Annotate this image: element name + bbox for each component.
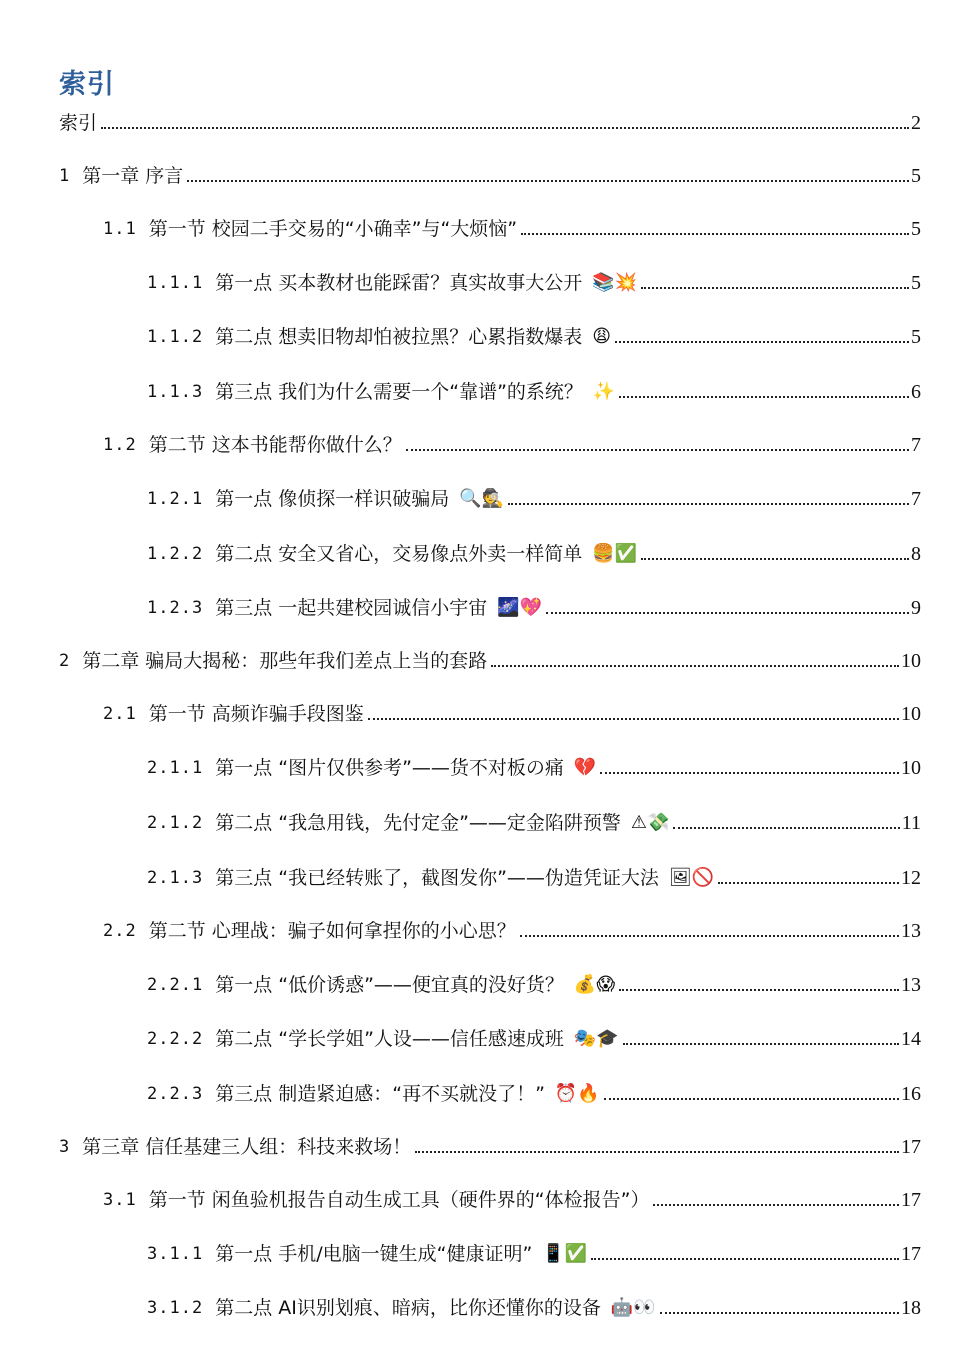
entry-number: 1.1.2 bbox=[147, 327, 204, 347]
toc-entry-1-2-2[interactable] bbox=[147, 537, 921, 567]
moneybag-scream-icon: 💰😱 bbox=[573, 974, 616, 995]
entry-title: 第一节 闲鱼验机报告自动生成工具（硬件界的“体检报告”） bbox=[148, 1189, 650, 1211]
dot-leader bbox=[600, 772, 899, 774]
entry-title: 第三章 信任基建三人组：科技来救场！ bbox=[82, 1136, 412, 1158]
toc-entry-2-1[interactable] bbox=[103, 697, 921, 727]
books-explosion-icon: 📚💥 bbox=[592, 272, 638, 293]
dot-leader bbox=[718, 882, 899, 884]
entry-number: 2.2.2 bbox=[147, 1029, 204, 1049]
dot-leader bbox=[187, 180, 909, 182]
page-number: 12 bbox=[901, 867, 921, 889]
index-title: 索引 bbox=[59, 69, 115, 100]
entry-title: 第二点 “我急用钱，先付定金”——定金陷阱预警 bbox=[215, 812, 621, 834]
dot-leader bbox=[615, 341, 909, 343]
page-number: 6 bbox=[911, 381, 921, 403]
dot-leader bbox=[101, 127, 909, 129]
broken-heart-icon: 💔 bbox=[573, 757, 597, 778]
page-number: 7 bbox=[911, 488, 921, 510]
dot-leader bbox=[623, 1043, 899, 1045]
toc-entry-2-1-2[interactable] bbox=[147, 806, 921, 836]
entry-number: 1.2 bbox=[103, 435, 137, 455]
toc-entry-2-1-3[interactable] bbox=[147, 861, 921, 891]
masks-graduation-cap-icon: 🎭🎓 bbox=[573, 1028, 619, 1049]
toc-entry-1-1-3[interactable] bbox=[147, 375, 921, 405]
page-number: 7 bbox=[911, 434, 921, 456]
toc-entry-1-1[interactable] bbox=[103, 212, 921, 242]
magnifier-detective-icon: 🔍🕵 bbox=[459, 488, 505, 509]
entry-title: 第二点 “学长学姐”人设——信任感速成班 bbox=[215, 1028, 564, 1050]
entry-number: 1.2.2 bbox=[147, 544, 204, 564]
entry-number: 2.1.1 bbox=[147, 758, 204, 778]
page-number: 8 bbox=[911, 543, 921, 565]
entry-number: 2 bbox=[59, 651, 71, 671]
page-number: 10 bbox=[901, 650, 921, 672]
picture-prohibited-icon: 🖼🚫 bbox=[668, 867, 715, 888]
dot-leader bbox=[641, 287, 909, 289]
dot-leader bbox=[604, 1098, 899, 1100]
dot-leader bbox=[368, 718, 899, 720]
page-number: 14 bbox=[901, 1028, 921, 1050]
dot-leader bbox=[521, 233, 909, 235]
toc-entry-1-2-1[interactable] bbox=[147, 482, 921, 512]
page-number: 2 bbox=[911, 112, 921, 134]
toc-entry-index[interactable] bbox=[59, 106, 921, 136]
page-number: 17 bbox=[901, 1189, 921, 1211]
entry-title: 第二章 骗局大揭秘：那些年我们差点上当的套路 bbox=[82, 650, 488, 672]
entry-number: 1.1.3 bbox=[147, 382, 204, 402]
weary-face-icon: 😩 bbox=[592, 326, 611, 347]
entry-title: 第二点 安全又省心，交易像点外卖一样简单 bbox=[215, 543, 583, 565]
page-number: 17 bbox=[901, 1136, 921, 1158]
toc-entry-1-2[interactable] bbox=[103, 428, 921, 458]
entry-number: 3.1 bbox=[103, 1190, 137, 1210]
page-number: 10 bbox=[901, 703, 921, 725]
dot-leader bbox=[619, 396, 909, 398]
entry-number: 2.2.1 bbox=[147, 975, 204, 995]
entry-number: 3 bbox=[59, 1137, 71, 1157]
entry-title: 第二点 AI识别划痕、暗病，比你还懂你的设备 bbox=[215, 1297, 601, 1319]
entry-title: 第二节 这本书能帮你做什么？ bbox=[148, 434, 402, 456]
entry-title: 第三点 制造紧迫感：“再不买就没了！” bbox=[215, 1083, 545, 1105]
page-number: 18 bbox=[901, 1297, 921, 1319]
toc-entry-3-1[interactable] bbox=[103, 1183, 921, 1213]
entry-title: 第二节 心理战：骗子如何拿捏你的小心思？ bbox=[148, 920, 516, 942]
page-number: 5 bbox=[911, 326, 921, 348]
page-number: 13 bbox=[901, 974, 921, 996]
entry-number: 3.1.1 bbox=[147, 1244, 204, 1264]
dot-leader bbox=[491, 665, 899, 667]
warning-money-icon: ⚠💸 bbox=[630, 812, 670, 833]
page-number: 10 bbox=[901, 757, 921, 779]
page-number: 11 bbox=[901, 812, 921, 834]
page-number: 9 bbox=[911, 597, 921, 619]
dot-leader bbox=[415, 1151, 899, 1153]
toc-entry-2-2[interactable] bbox=[103, 914, 921, 944]
entry-number: 1.2.1 bbox=[147, 489, 204, 509]
entry-title: 索引 bbox=[59, 112, 98, 134]
entry-number: 2.1.2 bbox=[147, 813, 204, 833]
page-number: 5 bbox=[911, 218, 921, 240]
toc-entry-1[interactable] bbox=[59, 159, 921, 189]
toc-entry-3-1-2[interactable] bbox=[147, 1291, 921, 1321]
entry-title: 第二点 想卖旧物却怕被拉黑？心累指数爆表 bbox=[215, 326, 583, 348]
sparkles-icon: ✨ bbox=[592, 381, 616, 402]
entry-title: 第一点 手机/电脑一键生成“健康证明” bbox=[215, 1243, 533, 1265]
toc-entry-2-2-1[interactable] bbox=[147, 968, 921, 998]
entry-title: 第一点 像侦探一样识破骗局 bbox=[215, 488, 450, 510]
toc-entry-2[interactable] bbox=[59, 644, 921, 674]
dot-leader bbox=[508, 503, 909, 505]
entry-title: 第一节 高频诈骗手段图鉴 bbox=[148, 703, 364, 725]
dot-leader bbox=[673, 827, 899, 829]
alarm-clock-fire-icon: ⏰🔥 bbox=[554, 1083, 600, 1104]
page-number: 5 bbox=[911, 272, 921, 294]
entry-number: 2.1 bbox=[103, 704, 137, 724]
dot-leader bbox=[619, 989, 899, 991]
dot-leader bbox=[660, 1312, 899, 1314]
entry-title: 第三点 一起共建校园诚信小宇宙 bbox=[215, 597, 488, 619]
galaxy-heart-icon: 🌌💖 bbox=[497, 597, 543, 618]
phone-checkmark-icon: 📱✅ bbox=[542, 1243, 588, 1264]
page-number: 17 bbox=[901, 1243, 921, 1265]
toc-entry-2-2-2[interactable] bbox=[147, 1022, 921, 1052]
entry-title: 第一点 “图片仅供参考”——货不对板の痛 bbox=[215, 757, 564, 779]
burger-checkmark-icon: 🍔✅ bbox=[592, 543, 638, 564]
dot-leader bbox=[406, 449, 909, 451]
dot-leader bbox=[641, 558, 909, 560]
page-number: 5 bbox=[911, 165, 921, 187]
entry-number: 2.1.3 bbox=[147, 868, 204, 888]
entry-number: 1 bbox=[59, 166, 71, 186]
toc-entry-3-1-1[interactable] bbox=[147, 1237, 921, 1267]
entry-title: 第一节 校园二手交易的“小确幸”与“大烦恼” bbox=[148, 218, 518, 240]
dot-leader bbox=[591, 1258, 899, 1260]
entry-number: 2.2 bbox=[103, 921, 137, 941]
dot-leader bbox=[546, 612, 909, 614]
toc-entry-2-1-1[interactable] bbox=[147, 751, 921, 781]
toc-entry-1-1-2[interactable] bbox=[147, 320, 921, 350]
entry-number: 1.1.1 bbox=[147, 273, 204, 293]
entry-number: 2.2.3 bbox=[147, 1084, 204, 1104]
entry-number: 1.2.3 bbox=[147, 598, 204, 618]
entry-title: 第三点 “我已经转账了，截图发你”——伪造凭证大法 bbox=[215, 867, 659, 889]
toc-entry-1-1-1[interactable] bbox=[147, 266, 921, 296]
entry-title: 第三点 我们为什么需要一个“靠谱”的系统？ bbox=[215, 381, 583, 403]
toc-entry-2-2-3[interactable] bbox=[147, 1077, 921, 1107]
page-number: 16 bbox=[901, 1083, 921, 1105]
entry-number: 3.1.2 bbox=[147, 1298, 204, 1318]
entry-title: 第一章 序言 bbox=[82, 165, 184, 187]
dot-leader bbox=[520, 935, 899, 937]
page-number: 13 bbox=[901, 920, 921, 942]
entry-title: 第一点 买本教材也能踩雷？真实故事大公开 bbox=[215, 272, 583, 294]
entry-number: 1.1 bbox=[103, 219, 137, 239]
robot-eyes-icon: 🤖👀 bbox=[610, 1297, 656, 1318]
entry-title: 第一点 “低价诱惑”——便宜真的没好货？ bbox=[215, 974, 564, 996]
toc-entry-1-2-3[interactable] bbox=[147, 591, 921, 621]
dot-leader bbox=[653, 1204, 899, 1206]
toc-entry-3[interactable] bbox=[59, 1130, 921, 1160]
